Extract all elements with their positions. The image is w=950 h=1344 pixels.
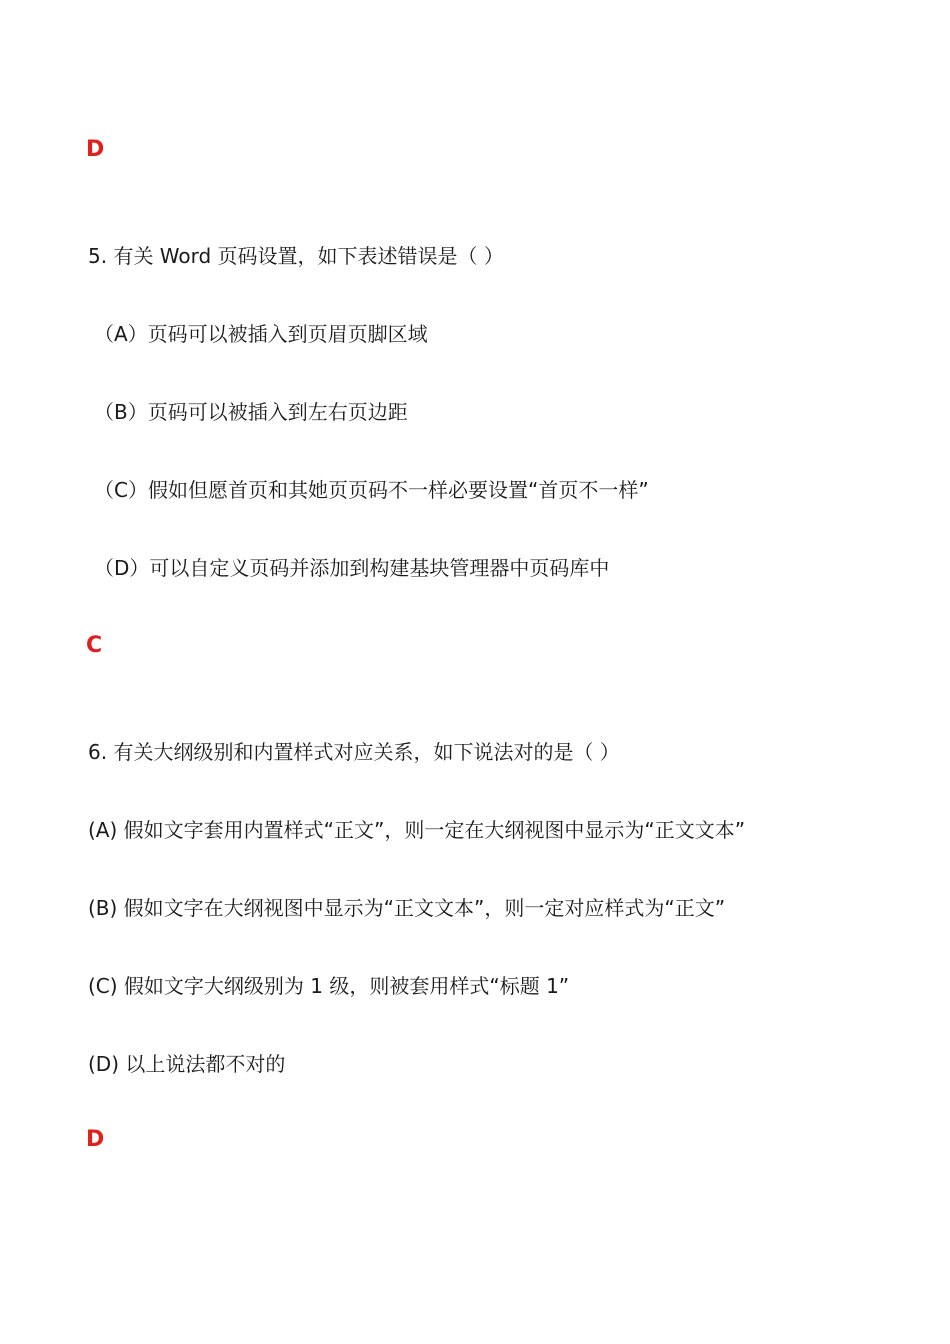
q6-question: 6. 有关大纲级别和内置样式对应关系，如下说法对的是（ ） — [88, 740, 620, 764]
q5-option-d: （D）可以自定义页码并添加到构建基块管理器中页码库中 — [94, 556, 610, 580]
q6-answer: D — [86, 1127, 105, 1152]
q5-option-b: （B）页码可以被插入到左右页边距 — [94, 400, 408, 424]
q6-option-a: (A) 假如文字套用内置样式“正文”，则一定在大纲视图中显示为“正文文本” — [88, 818, 746, 842]
q5-answer: C — [86, 633, 103, 658]
q5-question: 5. 有关 Word 页码设置，如下表述错误是（ ） — [88, 244, 504, 268]
q6-option-c: (C) 假如文字大纲级别为 1 级，则被套用样式“标题 1” — [88, 974, 570, 998]
q5-option-a: （A）页码可以被插入到页眉页脚区域 — [94, 322, 428, 346]
q6-option-b: (B) 假如文字在大纲视图中显示为“正文文本”，则一定对应样式为“正文” — [88, 896, 726, 920]
prev-answer: D — [86, 137, 105, 162]
q6-option-d: (D) 以上说法都不对的 — [88, 1052, 286, 1076]
q5-option-c: （C）假如但愿首页和其她页页码不一样必要设置“首页不一样” — [94, 478, 649, 502]
